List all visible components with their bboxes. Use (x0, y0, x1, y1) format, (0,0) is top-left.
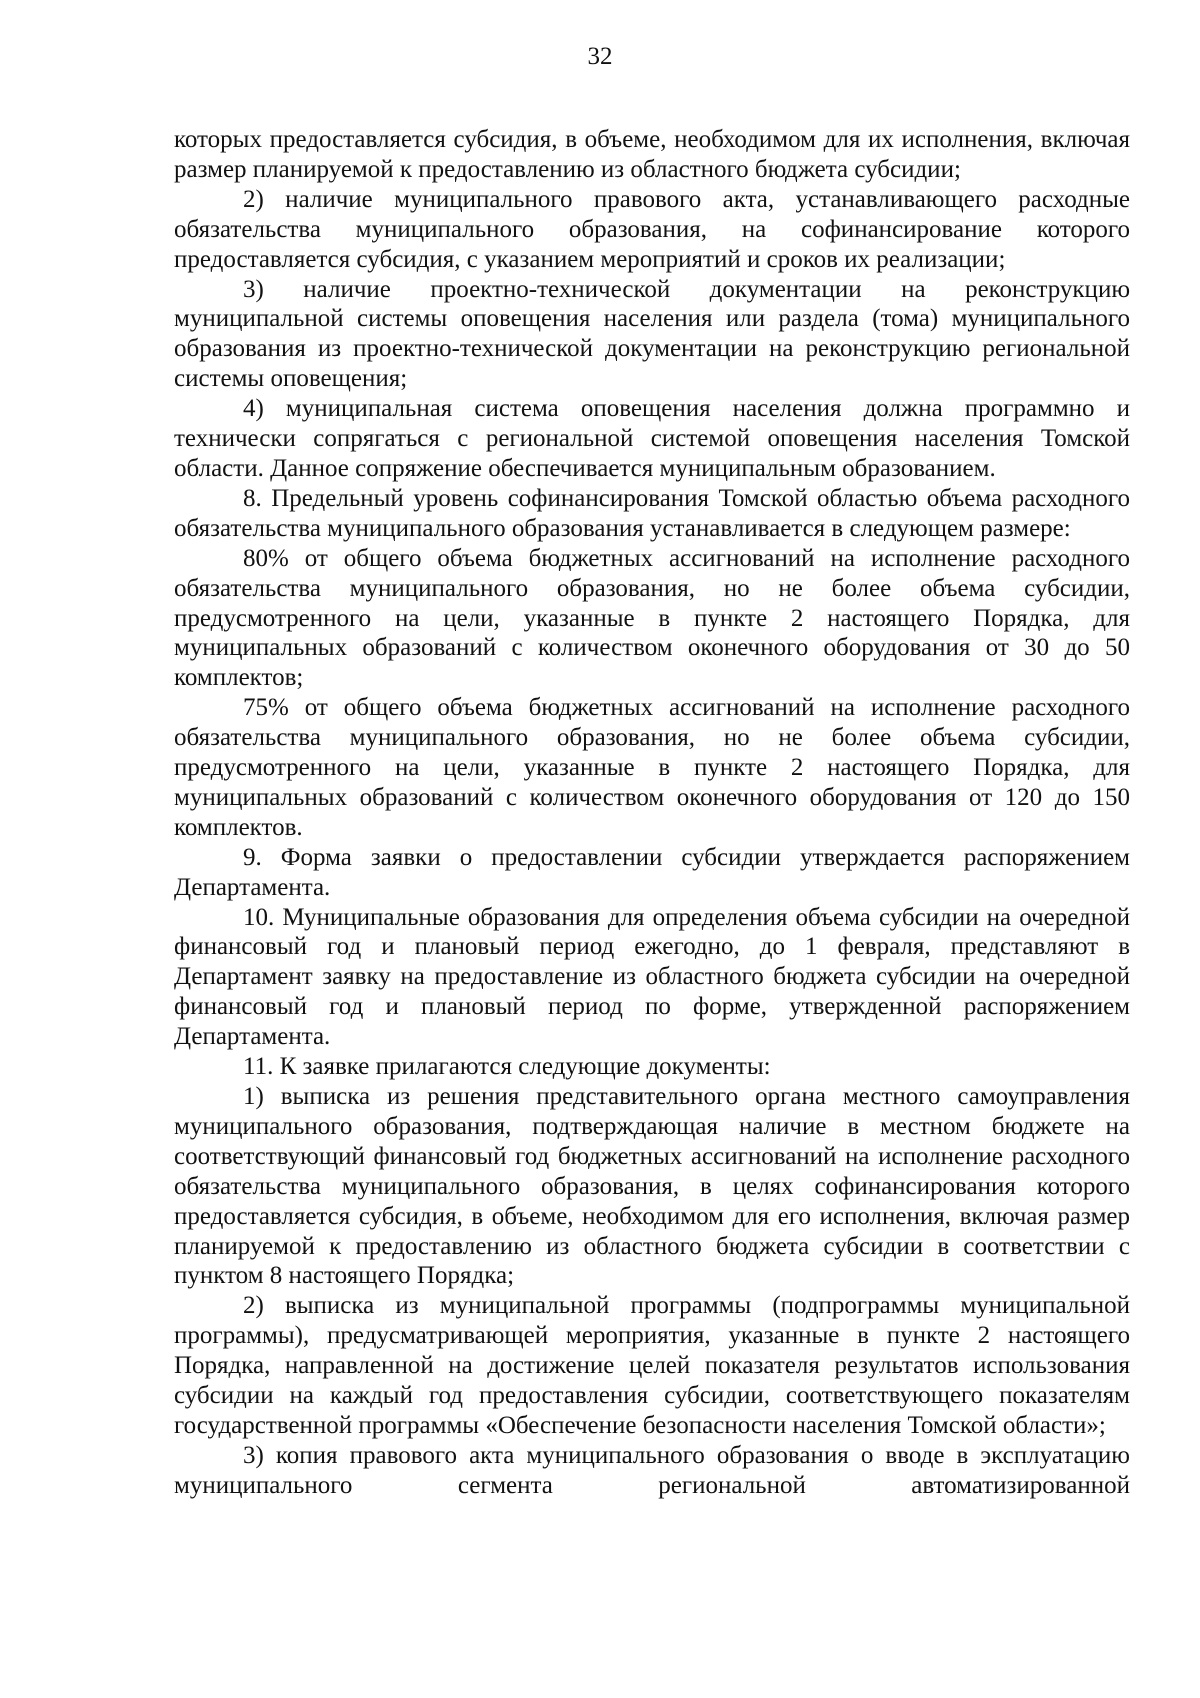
paragraph-clause-10: 10. Муниципальные образования для определения объема субсидии на очередной финансовый год и плановый период ежегодно, до 1 февраля, представляют в Департамент заявку на предоставление из областного бюджета субсидии на очередной финансовый год и плановый период по форме, утвержденной распоряжением Департамента. (174, 903, 1130, 1051)
paragraph-clause-8: 8. Предельный уровень софинансирования Томской областью объема расходного обязательства муниципального образования устанавливается в следующем размере: (174, 484, 1130, 542)
paragraph-item-3: 3) наличие проектно-технической документации на реконструкцию муниципальной системы оповещения населения или раздела (тома) муниципального образования из проектно-технической документации на реконструкцию региональной системы оповещения; (174, 275, 1130, 393)
paragraph-attachment-2: 2) выписка из муниципальной программы (подпрограммы муниципальной программы), предусматривающей мероприятия, указанные в пункте 2 настоящего Порядка, направленной на достижение целей показателя результатов использования субсидии на каждый год предоставления субсидии, соответствующего показателям государственной программы «Обеспечение безопасности населения Томской области»; (174, 1292, 1130, 1439)
paragraph-continuation: которых предоставляется субсидия, в объеме, необходимом для их исполнения, включая размер планируемой к предоставлению из областного бюджета субсидии; (174, 126, 1130, 183)
paragraph-attachment-3: 3) копия правового акта муниципального образования о вводе в эксплуатацию муниципального сегмента региональной автоматизированной (174, 1441, 1130, 1499)
paragraph-clause-11: 11. К заявке прилагаются следующие документы: (243, 1053, 771, 1081)
document-body (174, 125, 1130, 1501)
paragraph-clause-9: 9. Форма заявки о предоставлении субсидии утверждается распоряжением Департамента. (174, 843, 1130, 901)
paragraph-rate-80: 80% от общего объема бюджетных ассигнований на исполнение расходного обязательства муниципального образования, но не более объема субсидии, предусмотренного на цели, указанные в пункте 2 настоящего Порядка, для муниципальных образований с количеством оконечного оборудования от 30 до 50 комплектов; (174, 544, 1130, 692)
page-number: 32 (587, 43, 613, 70)
paragraph-item-4: 4) муниципальная система оповещения населения должна программно и технически сопрягаться с региональной системой оповещения населения Томской области. Данное сопряжение обеспечивается муниципальным образованием. (174, 395, 1130, 482)
paragraph-attachment-1: 1) выписка из решения представительного органа местного самоуправления муниципального образования, подтверждающая наличие в местном бюджете на соответствующий финансовый год бюджетных ассигнований на исполнение расходного обязательства муниципального образования, в целях софинансирования которого предоставляется субсидия, в объеме, необходимом для его исполнения, включая размер планируемой к предоставлению из областного бюджета субсидии в соответствии с пунктом 8 настоящего Порядка; (174, 1083, 1130, 1290)
paragraph-rate-75: 75% от общего объема бюджетных ассигнований на исполнение расходного обязательства муниципального образования, но не более объема субсидии, предусмотренного на цели, указанные в пункте 2 настоящего Порядка, для муниципальных образований с количеством оконечного оборудования от 120 до 150 комплектов. (174, 694, 1130, 841)
paragraph-item-2: 2) наличие муниципального правового акта, устанавливающего расходные обязательства муниципального образования, на софинансирование которого предоставляется субсидия, с указанием мероприятий и сроков их реализации; (174, 185, 1130, 273)
